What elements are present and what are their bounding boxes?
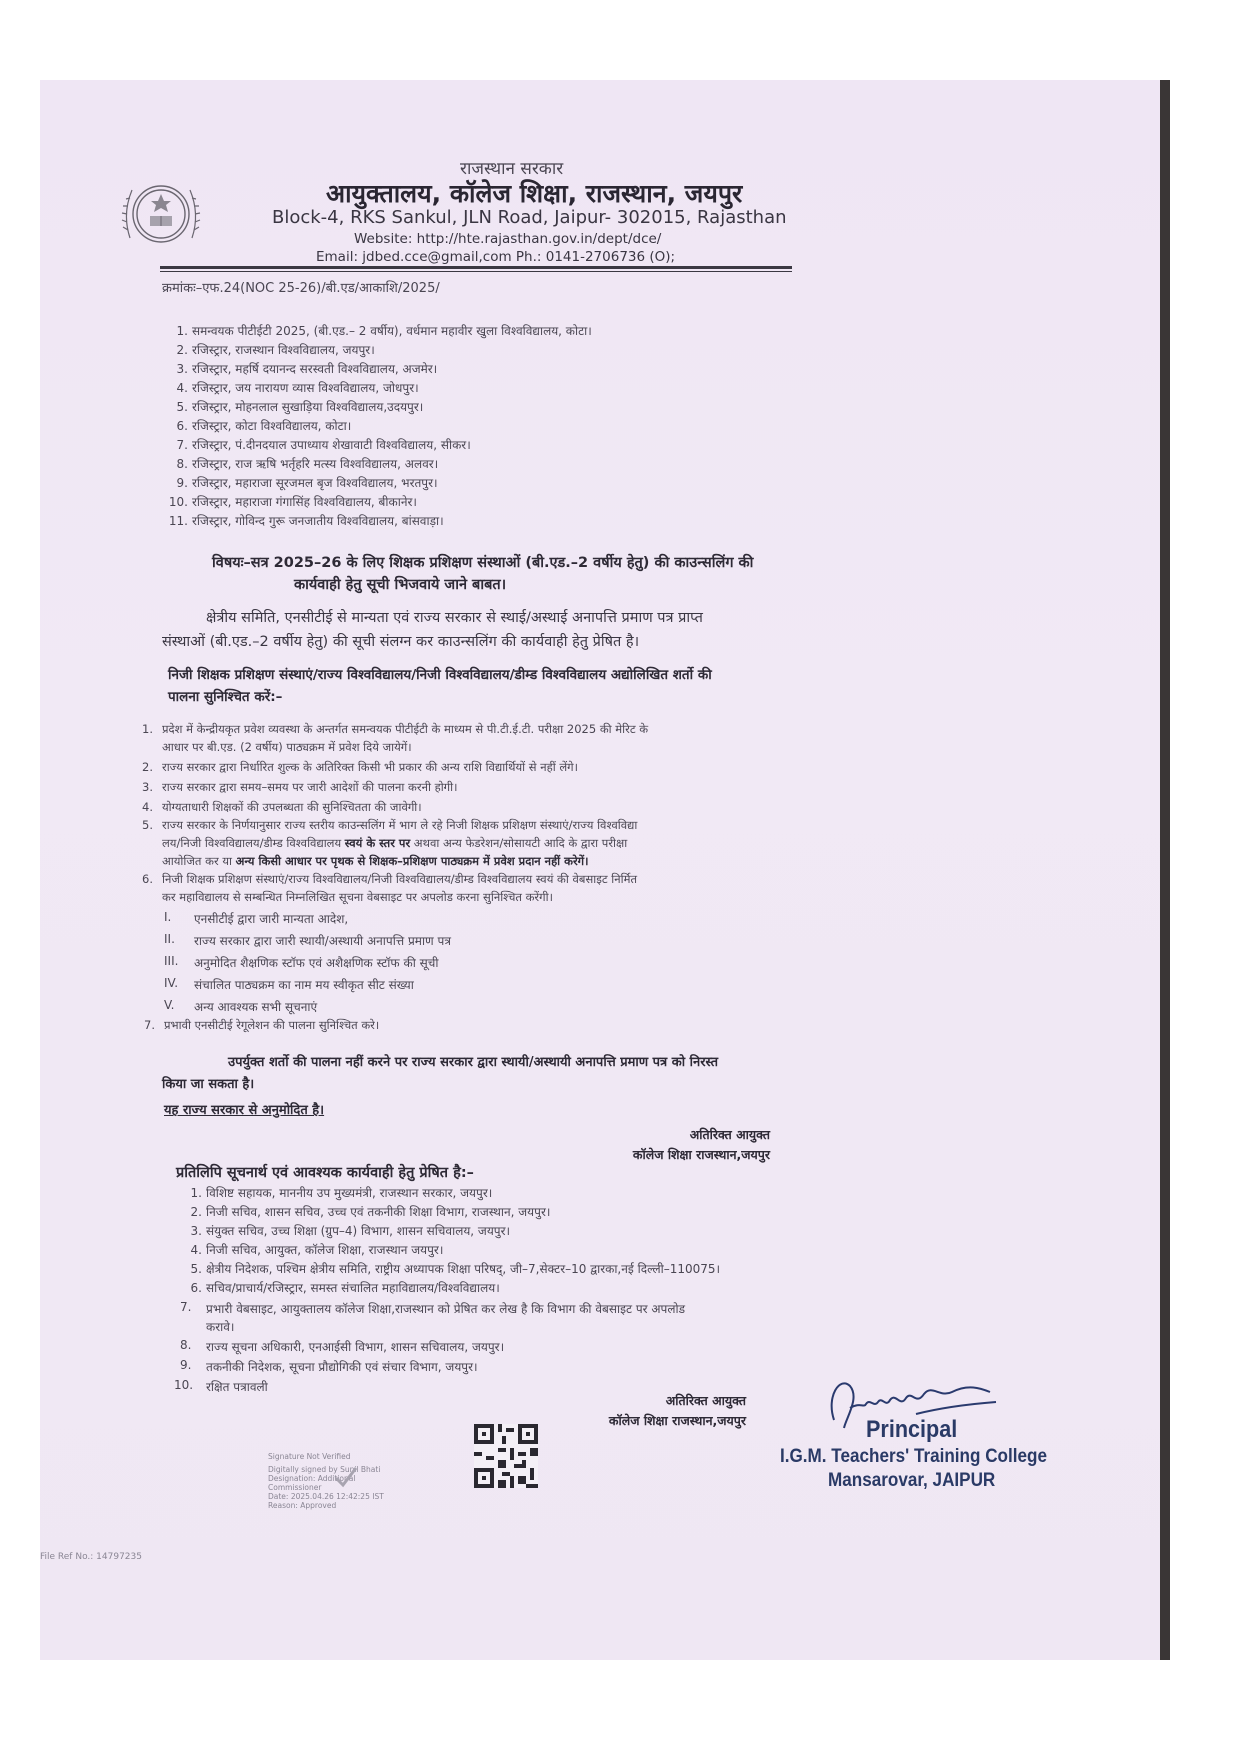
copy-list xyxy=(190,1184,721,1298)
signature-line: Digitally signed by Sunil Bhati xyxy=(268,1465,381,1474)
sub-item-number: V. xyxy=(164,998,175,1012)
signature-line: Reason: Approved xyxy=(268,1501,337,1510)
sub-item-number: II. xyxy=(164,932,175,946)
condition-1-line-2: आधार पर बी.एड. (2 वर्षीय) पाठ्यक्रम में प्रवेश दिये जायेगें। xyxy=(162,740,412,754)
copy-heading: प्रतिलिपि सूचनार्थ एवं आवश्यक कार्यवाही हेतु प्रेषित है:– xyxy=(176,1165,474,1181)
condition-number: 5. xyxy=(142,818,153,832)
verification-check-icon xyxy=(330,1462,360,1492)
warning-line-2: किया जा सकता है। xyxy=(162,1077,255,1092)
reference-number: क्रमांकः–एफ.24(NOC 25-26)/बी.एड/आकाशि/2025/ xyxy=(162,281,440,296)
copy-item-7-line-1: प्रभारी वेबसाइट, आयुक्तालय कॉलेज शिक्षा,राजस्थान को प्रेषित कर लेख है कि विभाग की वेबसाइट पर अपलोड xyxy=(206,1302,686,1316)
subject-line-2: कार्यवाही हेतु सूची भिजवाये जाने बाबत। xyxy=(294,577,507,593)
body-line-1: क्षेत्रीय समिति, एनसीटीई से मान्यता एवं राज्य सरकार से स्थाई/अस्थाई अनापत्ति प्रमाण पत्र प्राप्त xyxy=(206,610,703,626)
sub-item: अन्य आवश्यक सभी सूचनाएं xyxy=(194,1000,318,1014)
conditions-intro-1: निजी शिक्षक प्रशिक्षण संस्थाएं/राज्य विश्वविद्यालय/निजी विश्वविद्यालय/डीम्ड विश्वविद्यालय अद्योलिखित शर्तो की xyxy=(168,667,712,683)
signatory-title: अतिरिक्त आयुक्त xyxy=(689,1127,770,1142)
list-item: 10. रजिस्ट्रार, महाराजा गंगासिंह विश्वविद्यालय, बीकानेर। xyxy=(168,495,417,509)
signature-line: Designation: Additional xyxy=(268,1474,356,1483)
header-rule xyxy=(160,266,792,269)
condition-5-line-2: लय/निजी विश्वविद्यालय/डीम्ड विश्वविद्यालय स्वयं के स्तर पर अथवा अन्य फेडरेशन/सोसायटी आदि के द्वारा परीक्षा xyxy=(162,836,628,850)
scan-edge xyxy=(1160,80,1170,1660)
condition-2: राज्य सरकार द्वारा निर्धारित शुल्क के अतिरिक्त किसी भी प्रकार की अन्य राशि विद्यार्थियों से नहीं लेंगे। xyxy=(162,760,578,774)
condition-1-line-1: प्रदेश में केन्द्रीयकृत प्रवेश व्यवस्था के अन्तर्गत समन्वयक पीटीईटी के माध्यम से पी.टी.ई.टी. परीक्षा 2025 की मेरिट के xyxy=(162,722,649,736)
sub-item-number: IV. xyxy=(164,976,179,990)
condition-number: 4. xyxy=(142,800,153,814)
list-number: 7. xyxy=(180,1300,192,1314)
government-label: राजस्थान सरकार xyxy=(460,159,564,179)
list-item: 6. सचिव/प्राचार्य/रजिस्ट्रार, समस्त संचालित महाविद्यालय/विश्वविद्यालय। xyxy=(190,1281,500,1295)
copy-item-7-line-2: करावे। xyxy=(206,1320,235,1334)
signature-line: Date: 2025.04.26 12:42:25 IST xyxy=(268,1492,384,1501)
website-line: Website: http://hte.rajasthan.gov.in/dept/dce/ xyxy=(354,231,662,247)
list-item: 5. रजिस्ट्रार, मोहनलाल सुखाड़िया विश्वविद्यालय,उदयपुर। xyxy=(176,400,424,414)
condition-number: 1. xyxy=(142,722,153,736)
condition-number: 2. xyxy=(142,760,153,774)
list-item: रक्षित पत्रावली xyxy=(206,1380,268,1394)
condition-number: 3. xyxy=(142,780,153,794)
contact-line: Email: jdbed.cce@gmail,com Ph.: 0141-2706736 (O); xyxy=(316,249,676,265)
condition-3: राज्य सरकार द्वारा समय–समय पर जारी आदेशों की पालना करनी होगी। xyxy=(162,780,458,794)
list-item: राज्य सूचना अधिकारी, एनआईसी विभाग, शासन सचिवालय, जयपुर। xyxy=(206,1340,505,1354)
condition-5-line-3: आयोजित कर या अन्य किसी आधार पर पृथक से शिक्षक–प्रशिक्षण पाठ्यक्रम में प्रवेश प्रदान नहीं करेगें। xyxy=(162,854,589,868)
sub-item-number: III. xyxy=(164,954,179,968)
list-item: 2. रजिस्ट्रार, राजस्थान विश्वविद्यालय, जयपुर। xyxy=(176,343,375,357)
list-item: 5. क्षेत्रीय निदेशक, पश्चिम क्षेत्रीय समिति, राष्ट्रीय अध्यापक शिक्षा परिषद्, जी–7,सेक्टर–10 द्वारका,नई दिल्ली–110075। xyxy=(190,1262,721,1276)
conditions-intro-2: पालना सुनिश्चित करें:– xyxy=(168,689,283,705)
address-line: Block-4, RKS Sankul, JLN Road, Jaipur- 302015, Rajasthan xyxy=(272,207,787,228)
list-item: तकनीकी निदेशक, सूचना प्रौद्योगिकी एवं संचार विभाग, जयपुर। xyxy=(206,1360,478,1374)
rajasthan-emblem-icon xyxy=(118,168,204,260)
list-item: 11. रजिस्ट्रार, गोविन्द गुरू जनजातीय विश्वविद्यालय, बांसवाड़ा। xyxy=(168,514,444,528)
qr-code xyxy=(474,1424,538,1488)
condition-6-line-2: कर महाविद्यालय से सम्बन्धित निम्नलिखित सूचना वेबसाइट पर अपलोड करना सुनिश्चित करेंगी। xyxy=(162,890,553,904)
list-item: 3. संयुक्त सचिव, उच्च शिक्षा (ग्रुप–4) विभाग, शासन सचिवालय, जयपुर। xyxy=(190,1224,511,1238)
department-title: आयुक्तालय, कॉलेज शिक्षा, राजस्थान, जयपुर xyxy=(326,179,743,208)
condition-7: प्रभावी एनसीटीई रेगूलेशन की पालना सुनिश्चित करे। xyxy=(164,1018,380,1032)
list-item: 6. रजिस्ट्रार, कोटा विश्वविद्यालय, कोटा। xyxy=(176,419,352,433)
list-item: 3. रजिस्ट्रार, महर्षि दयानन्द सरस्वती विश्वविद्यालय, अजमेर। xyxy=(176,362,438,376)
list-item: 8. रजिस्ट्रार, राज ऋषि भर्तृहरि मत्स्य विश्वविद्यालय, अलवर। xyxy=(176,457,439,471)
header-rule-thin xyxy=(160,271,792,272)
list-number: 9. xyxy=(180,1358,192,1372)
condition-5-line-1: राज्य सरकार के निर्णयानुसार राज्य स्तरीय काउन्सलिंग में भाग ले रहे निजी शिक्षक प्रशिक्षण संस्थाएं/राज्य विश्वविद्या xyxy=(162,818,638,832)
signatory-2-title: अतिरिक्त आयुक्त xyxy=(665,1393,746,1408)
list-item: 4. निजी सचिव, आयुक्त, कॉलेज शिक्षा, राजस्थान जयपुर। xyxy=(190,1243,444,1257)
college-name: I.G.M. Teachers' Training College xyxy=(780,1446,1047,1467)
recipients-list xyxy=(168,322,592,531)
condition-number: 7. xyxy=(144,1018,155,1032)
sub-item: राज्य सरकार द्वारा जारी स्थायी/अस्थायी अनापत्ति प्रमाण पत्र xyxy=(194,934,451,948)
condition-4: योग्यताधारी शिक्षकों की उपलब्धता की सुनिश्चितता की जावेगी। xyxy=(162,800,422,814)
sub-item: संचालित पाठ्यक्रम का नाम मय स्वीकृत सीट संख्या xyxy=(194,978,414,992)
sub-item: अनुमोदित शैक्षणिक स्टॉफ एवं अशैक्षणिक स्टॉफ की सूची xyxy=(194,956,439,970)
file-reference: File Ref No.: 14797235 xyxy=(40,1552,142,1562)
warning-line-1: उपर्युक्त शर्तो की पालना नहीं करने पर राज्य सरकार द्वारा स्थायी/अस्थायी अनापत्ति प्रमाण पत्र को निरस्त xyxy=(228,1055,718,1070)
subject-line-1: विषयः–सत्र 2025–26 के लिए शिक्षक प्रशिक्षण संस्थाओं (बी.एड.–2 वर्षीय हेतु) की काउन्सलिंग की xyxy=(212,555,754,571)
sub-item: एनसीटीई द्वारा जारी मान्यता आदेश, xyxy=(194,912,349,926)
signature-status: Signature Not Verified xyxy=(268,1452,351,1461)
list-item: 4. रजिस्ट्रार, जय नारायण व्यास विश्वविद्यालय, जोधपुर। xyxy=(176,381,419,395)
list-item: 1. समन्वयक पीटीईटी 2025, (बी.एड.– 2 वर्षीय), वर्धमान महावीर खुला विश्वविद्यालय, कोटा। xyxy=(176,324,592,338)
list-item: 1. विशिष्ट सहायक, माननीय उप मुख्यमंत्री, राजस्थान सरकार, जयपुर। xyxy=(190,1186,493,1200)
digital-signature-block xyxy=(268,1452,384,1510)
list-item: 7. रजिस्ट्रार, पं.दीनदयाल उपाध्याय शेखावाटी विश्वविद्यालय, सीकर। xyxy=(176,438,471,452)
sub-item-number: I. xyxy=(164,910,172,924)
list-item: 9. रजिस्ट्रार, महाराजा सूरजमल बृज विश्वविद्यालय, भरतपुर। xyxy=(176,476,438,490)
college-place: Mansarovar, JAIPUR xyxy=(828,1470,996,1491)
approval-note: यह राज्य सरकार से अनुमोदित है। xyxy=(164,1103,325,1118)
condition-6-line-1: निजी शिक्षक प्रशिक्षण संस्थाएं/राज्य विश्वविद्यालय/निजी विश्वविद्यालय/डीम्ड विश्वविद्यालय स्वयं की वेबसाइट निर्मित xyxy=(162,872,638,886)
condition-number: 6. xyxy=(142,872,153,886)
principal-title: Principal xyxy=(866,1416,958,1443)
signatory-2-office: कॉलेज शिक्षा राजस्थान,जयपुर xyxy=(608,1413,746,1428)
body-line-2: संस्थाओं (बी.एड.–2 वर्षीय हेतु) की सूची संलग्न कर काउन्सलिंग की कार्यवाही हेतु प्रेषित है। xyxy=(162,634,640,650)
signature-line: Commissioner xyxy=(268,1483,322,1492)
list-item: 2. निजी सचिव, शासन सचिव, उच्च एवं तकनीकी शिक्षा विभाग, राजस्थान, जयपुर। xyxy=(190,1205,551,1219)
list-number: 10. xyxy=(174,1378,194,1392)
signatory-office: कॉलेज शिक्षा राजस्थान,जयपुर xyxy=(632,1147,770,1162)
list-number: 8. xyxy=(180,1338,192,1352)
